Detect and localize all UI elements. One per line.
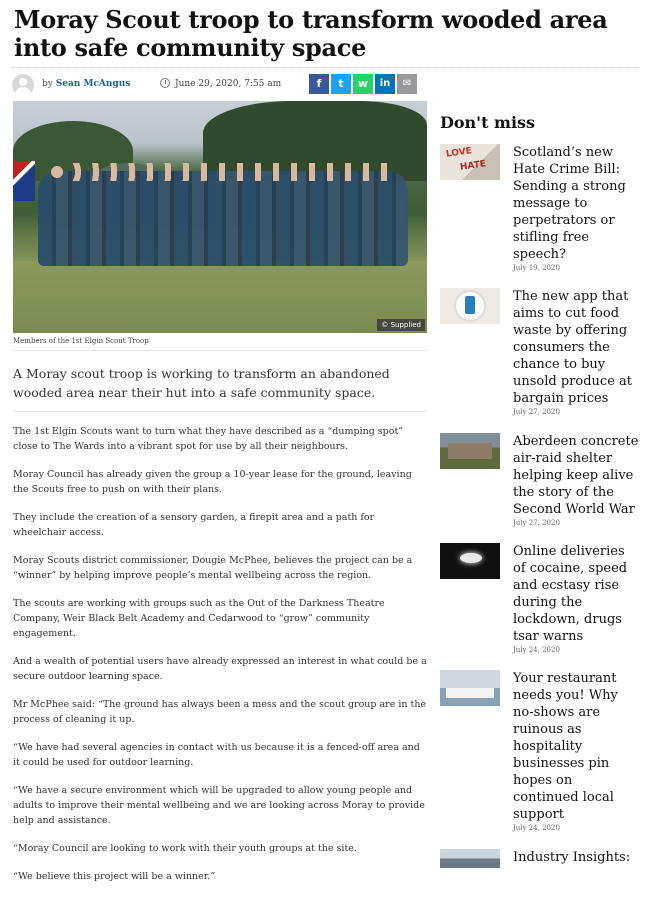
love-hate-sign-thumbnail[interactable]: LOVE HATE: [440, 144, 500, 180]
dont-miss-headline[interactable]: Scotland’s new Hate Crime Bill: Sending a strong message to perpetrators or stifling free speech?: [513, 145, 626, 262]
twitter-share-button[interactable]: t: [331, 74, 351, 94]
article-headline: Moray Scout troop to transform wooded area into safe community space: [14, 5, 608, 62]
dont-miss-date: July 27, 2020: [513, 408, 560, 416]
linkedin-share-button[interactable]: in: [375, 74, 395, 94]
article-lead: A Moray scout troop is working to transform an abandoned wooded area near their hut into a safe community space.: [13, 366, 390, 400]
dont-miss-headline[interactable]: Your restaurant needs you! Why no-shows are ruinous as hospitality businesses pin hopes on continued local support: [513, 671, 618, 822]
dont-miss-headline[interactable]: The new app that aims to cut food waste by offering consumers the chance to buy unsold produce at bargain prices: [513, 289, 632, 406]
drugs-thumbnail[interactable]: [440, 543, 500, 579]
author-avatar[interactable]: [12, 74, 34, 96]
whatsapp-share-button[interactable]: w: [353, 74, 373, 94]
paragraph: Mr McPhee said: “The ground has always been a mess and the scout group are in the process of cleaning it up.: [13, 699, 427, 725]
byline: [42, 79, 130, 89]
divider: [12, 67, 640, 68]
article-body: [13, 424, 427, 897]
food-app-thumbnail[interactable]: [440, 288, 500, 324]
dont-miss-title: Don't miss: [440, 113, 536, 132]
dont-miss-headline[interactable]: Industry Insights:: [513, 850, 631, 865]
dont-miss-headline[interactable]: Aberdeen concrete air-raid shelter helping keep alive the story of the Second World War: [513, 434, 639, 517]
dont-miss-date: July 27, 2020: [513, 519, 560, 527]
divider: [13, 411, 427, 412]
author-link[interactable]: Sean McAngus: [55, 79, 131, 89]
paragraph: Moray Scouts district commissioner, Dougie McPhee, believes the project can be a “winner” by helping improve people’s mental wellbeing across the region.: [13, 555, 413, 581]
industry-insights-thumbnail[interactable]: [440, 849, 500, 868]
paragraph: “Moray Council are looking to work with their youth groups at the site.: [13, 843, 357, 854]
paragraph: Moray Council has already given the group a 10-year lease for the ground, leaving the Scouts free to push on with their plans.: [13, 469, 412, 495]
dont-miss-date: July 24, 2020: [513, 824, 560, 832]
paragraph: They include the creation of a sensory garden, a firepit area and a path for wheelchair access.: [13, 512, 375, 538]
air-raid-shelter-thumbnail[interactable]: [440, 433, 500, 469]
paragraph: “We believe this project will be a winner.”: [13, 871, 216, 882]
email-share-button[interactable]: ✉: [397, 74, 417, 94]
dont-miss-date: July 24, 2020: [513, 646, 560, 654]
facebook-share-button[interactable]: f: [309, 74, 329, 94]
dont-miss-date: July 19, 2020: [513, 264, 560, 272]
image-caption: Members of the 1st Elgin Scout Troop: [13, 337, 149, 345]
paragraph: The 1st Elgin Scouts want to turn what they have described as a “dumping spot” close to The Wards into a vibrant spot for use by all their neighbours.: [13, 426, 404, 452]
divider: [13, 350, 427, 351]
clock-icon: [160, 78, 170, 88]
restaurant-thumbnail[interactable]: [440, 670, 500, 706]
paragraph: “We have had several agencies in contact with us because it is a fenced-off area and it could be used for outdoor learning.: [13, 742, 420, 768]
byline-prefix: by: [42, 79, 53, 89]
image-credit: © Supplied: [377, 319, 425, 331]
paragraph: And a wealth of potential users have already expressed an interest in what could be a secure outdoor learning space.: [13, 656, 427, 682]
article-meta: [12, 73, 427, 99]
paragraph: The scouts are working with groups such as the Out of the Darkness Theatre Company, Weir Black Belt Academy and Cedarwood to “grow” community engagement.: [13, 598, 385, 639]
flag-graphic: [13, 161, 35, 201]
publish-date: June 29, 2020, 7:55 am: [175, 79, 282, 89]
dont-miss-headline[interactable]: Online deliveries of cocaine, speed and ecstasy rise during the lockdown, drugs tsar warns: [513, 544, 628, 644]
hero-image[interactable]: [13, 101, 427, 333]
paragraph: “We have a secure environment which will be upgraded to allow young people and adults to improve their mental wellbeing and we are looking across Moray to provide help and assistance.: [13, 785, 425, 826]
